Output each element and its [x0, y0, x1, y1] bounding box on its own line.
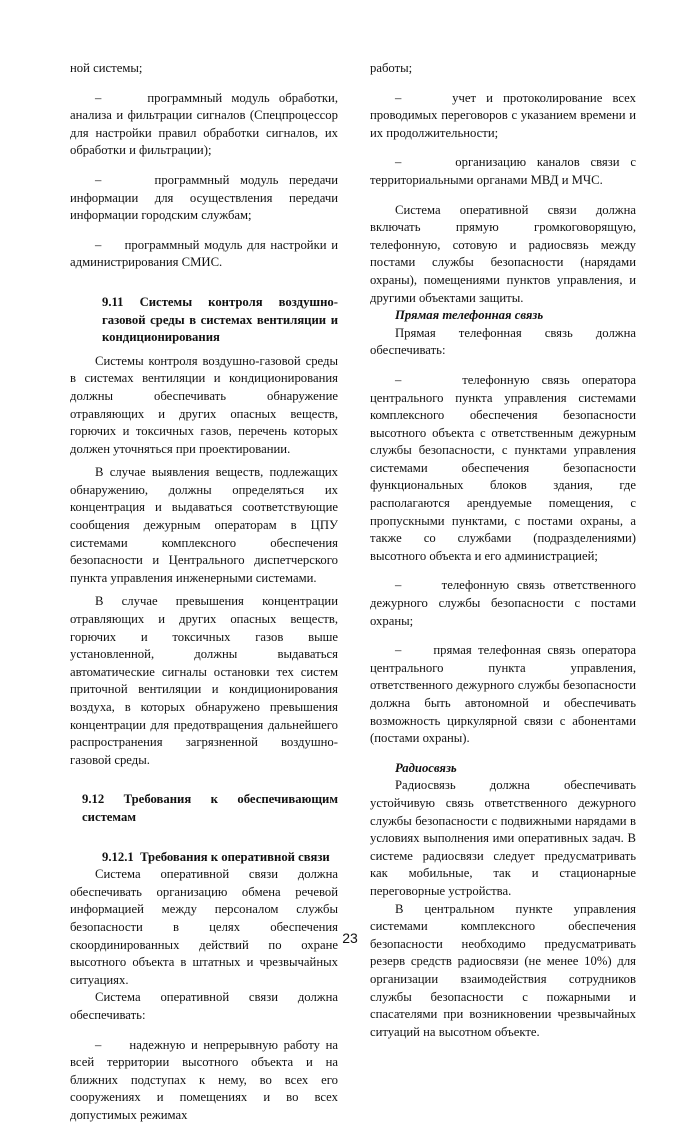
section-heading-9-12: 9.12 Требования к обеспечивающим системам	[70, 791, 338, 826]
paragraph: Система оперативной связи должна включать прямую громкоговорящую, телефонную, сотовую и радиосвязь между постами службы безопасности (нарядами охраны), помещениями пунктов управления, и другими объектами защиты.	[370, 202, 636, 308]
subheading-radio: Радиосвязь	[370, 760, 636, 778]
section-heading-9-11: 9.11 Системы контроля воздушно-газовой среды в системах вентиляции и кондиционирования	[70, 294, 338, 347]
right-column	[370, 60, 636, 1041]
paragraph: Радиосвязь должна обеспечивать устойчивую связь ответственного дежурного службы безопасности с подвижными нарядами в условиях выполнения ими оперативных задач. В системе радиосвязи следует предусматривать как мобильные, так и стационарные переговорные устройства.	[370, 777, 636, 900]
list-item: – организацию каналов связи с территориальными органами МВД и МЧС.	[370, 154, 636, 189]
list-item: – программный модуль передачи информации для осуществления передачи информации городским службам;	[70, 172, 338, 225]
list-item: – телефонную связь оператора центрального пункта управления системами комплексного обеспечения безопасности высотного объекта с ответственным дежурным службы безопасности, с пунктами управления системами обеспечения безопасности функциональных блоков здания, где располагаются арендуемые помещения, с пропускными пунктами, с постами охраны, а также со службами (подразделениями) высотного объекта и его администрацией;	[370, 372, 636, 566]
continuation-text: работы;	[370, 60, 636, 78]
list-item: – прямая телефонная связь оператора центрального пункта управления, ответственного дежурного службы безопасности должна быть автономной и обеспечивать возможность циркулярной связи с абонентами (постами охраны).	[370, 642, 636, 748]
list-item: – телефонную связь ответственного дежурного службы безопасности с постами охраны;	[370, 577, 636, 630]
list-item: – программный модуль для настройки и администрирования СМИС.	[70, 237, 338, 272]
list-item: – программный модуль обработки, анализа и фильтрации сигналов (Спецпроцессор для настройки правил обработки сигналов, их обработки и фильтрации);	[70, 90, 338, 160]
section-heading-9-12-1: 9.12.1 Требования к оперативной связи	[70, 849, 338, 867]
list-item: – надежную и непрерывную работу на всей территории высотного объекта и на ближних подступах к нему, во всех его сооружениях и помещениях и во всех допустимых режимах	[70, 1037, 338, 1124]
paragraph: Прямая телефонная связь должна обеспечивать:	[370, 325, 636, 360]
paragraph: В случае выявления веществ, подлежащих обнаружению, должны определяться их концентрация и выдаваться соответствующие сообщения дежурным операторам в ЦПУ системами комплексного обеспечения безопасности и Центрального диспетчерского пункта управления инженерными системами.	[70, 464, 338, 587]
subheading-direct-phone: Прямая телефонная связь	[370, 307, 636, 325]
paragraph: Системы контроля воздушно-газовой среды в системах вентиляции и кондиционирования должны обеспечивать обнаружение отравляющих и других опасных веществ, горючих и токсичных газов, перечень которых должен уточняться при проектировании.	[70, 353, 338, 459]
paragraph: Система оперативной связи должна обеспечивать организацию обмена речевой информацией между персоналом службы безопасности в целях обеспечения скоординированных действий по охране высотного объекта в штатных и чрезвычайных ситуациях.	[70, 866, 338, 989]
page-number: 23	[0, 930, 700, 946]
left-column	[70, 60, 338, 1124]
continuation-text: ной системы;	[70, 60, 338, 78]
paragraph: В центральном пункте управления системами комплексного обеспечения безопасности необходимо предусматривать резерв средств радиосвязи (не менее 10%) для организации взаимодействия сотрудников службы безопасности с пожарными и спасателями при возникновении чрезвычайных ситуаций на высотном объекте.	[370, 901, 636, 1042]
paragraph: В случае превышения концентрации отравляющих и других опасных веществ, горючих и токсичных газов выше установленной, должны выдаваться автоматические сигналы остановки тех систем приточной вентиляции и кондиционирования воздуха, в которых обнаружено превышения концентрации для предотвращения дальнейшего распространения загрязненной воздушно-газовой среды.	[70, 593, 338, 769]
paragraph: Система оперативной связи должна обеспечивать:	[70, 989, 338, 1024]
list-item: – учет и протоколирование всех проводимых переговоров с указанием времени и их продолжительности;	[370, 90, 636, 143]
